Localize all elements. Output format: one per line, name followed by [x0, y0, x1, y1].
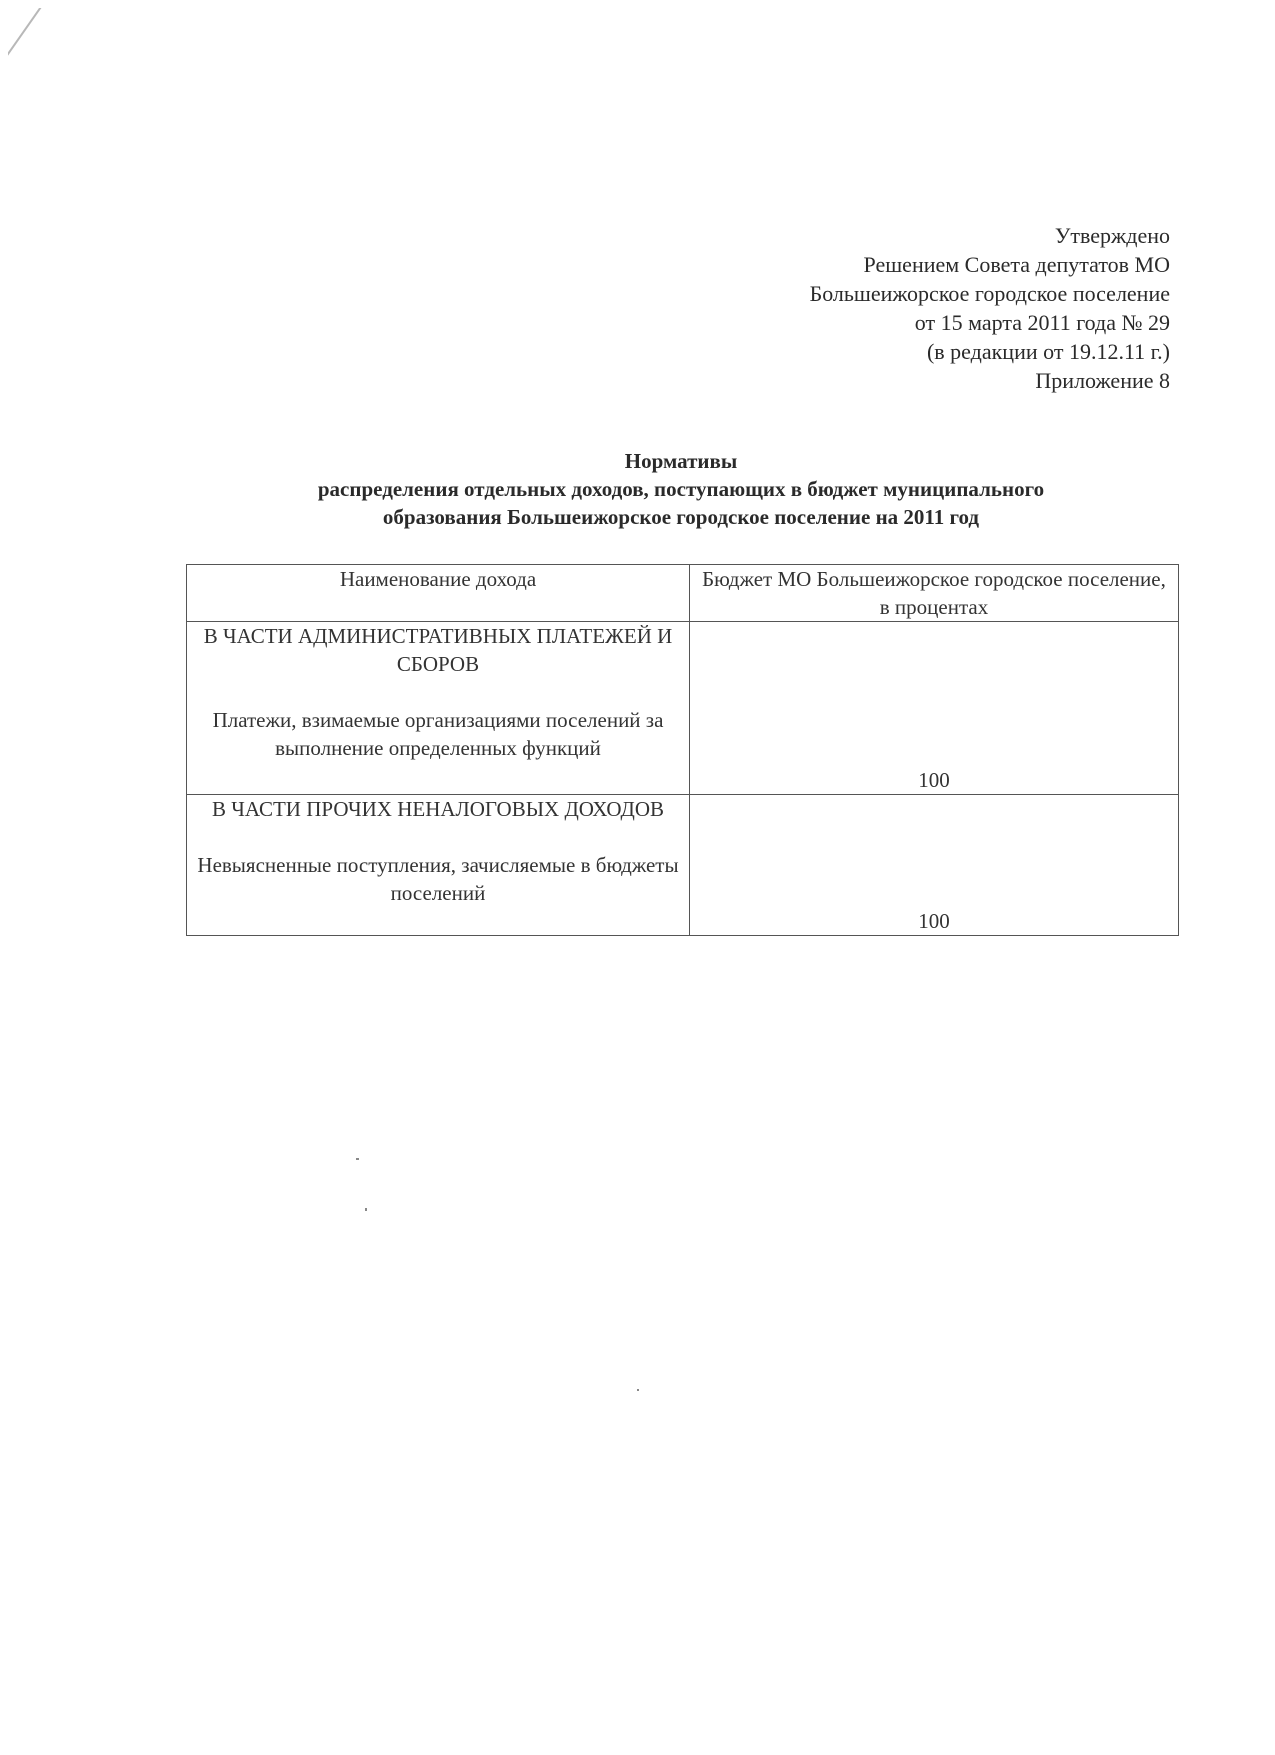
approval-line: Большеижорское городское поселение	[809, 281, 1170, 306]
title-line: Нормативы	[624, 449, 738, 473]
section-heading: В ЧАСТИ ПРОЧИХ НЕНАЛОГОВЫХ ДОХОДОВ	[211, 797, 665, 821]
income-item: Платежи, взимаемые организациями поселений за выполнение определенных функций	[212, 708, 664, 760]
table-row	[187, 795, 1179, 936]
section-heading: В ЧАСТИ АДМИНИСТРАТИВНЫХ ПЛАТЕЖЕЙ И СБОРОВ	[203, 624, 673, 676]
document-title	[186, 447, 1176, 531]
table-header-row	[187, 565, 1179, 622]
header-income-name: Наименование дохода	[187, 565, 690, 622]
income-item: Невыясненные поступления, зачисляемые в бюджеты поселений	[197, 853, 679, 905]
scan-artifact	[8, 8, 88, 88]
approval-line: от 15 марта 2011 года № 29	[914, 310, 1170, 335]
scan-speck	[365, 1208, 367, 1211]
header-budget-percent: Бюджет МО Большеижорское городское поселение, в процентах	[690, 565, 1179, 622]
income-name-cell	[187, 622, 690, 795]
title-line: распределения отдельных доходов, поступающих в бюджет муниципального	[317, 477, 1045, 501]
scan-speck	[637, 1389, 639, 1391]
approval-line: Решением Совета депутатов МО	[863, 252, 1170, 277]
income-name-cell	[187, 795, 690, 936]
approval-line: Утверждено	[1054, 223, 1170, 248]
table-row	[187, 622, 1179, 795]
approval-line: Приложение 8	[1035, 368, 1170, 393]
scan-speck	[356, 1158, 359, 1160]
norms-table	[186, 564, 1179, 936]
approval-line: (в редакции от 19.12.11 г.)	[926, 339, 1170, 364]
percent-value: 100	[690, 795, 1179, 936]
title-line: образования Большеижорское городское поселение на 2011 год	[382, 505, 980, 529]
percent-value: 100	[690, 622, 1179, 795]
approval-block	[810, 221, 1170, 395]
